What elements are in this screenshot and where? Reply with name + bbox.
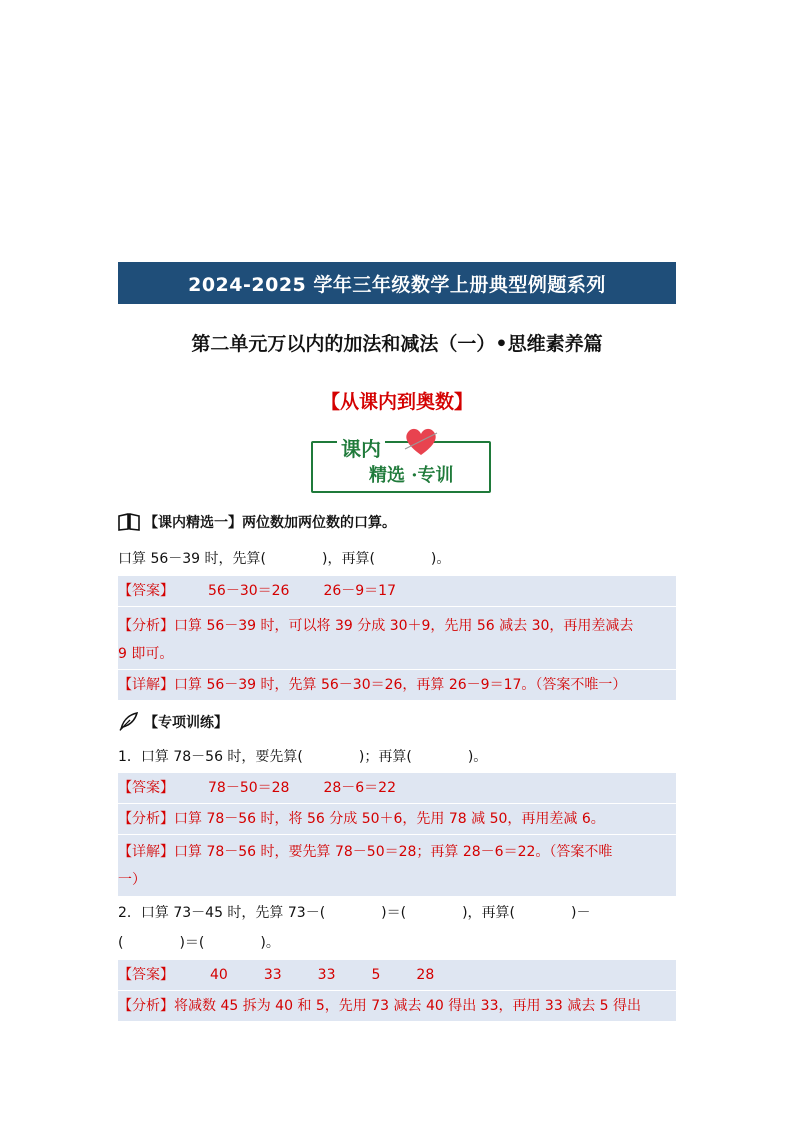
analysis-text: 将减数 45 拆为 40 和 5，先用 73 减去 40 得出 33，再用 33 减去 5 得出 [174,998,642,1014]
analysis-tag: 【分析】 [118,811,174,827]
answer-value: 5 [371,967,381,983]
section1-heading: 【课内精选一】两位数加两位数的口算。 [144,515,396,531]
answer-value: 28－6＝22 [323,780,396,796]
answer-tag: 【答案】 [118,967,174,983]
analysis-text-1: 口算 56－39 时，可以将 39 分成 30＋9，先用 56 减去 30，再用差减去 [174,618,634,634]
q1-detail-row [118,835,676,896]
answer-value: 33 [317,967,336,983]
detail-tag: 【详解】 [118,677,174,693]
q1-text: 1．口算 78－56 时，要先算( )；再算( )。 [118,749,488,765]
answer-value: 33 [263,967,282,983]
q2-analysis-row [118,991,676,1021]
logo-badge [303,425,491,493]
logo-text-1: 课内 [337,433,385,462]
logo-text-2: 精选 ·专训 [369,465,454,486]
q2-answer-row [118,960,676,990]
analysis-text: 口算 78－56 时，将 56 分成 50＋6，先用 78 减 50，再用差减 6。 [174,811,605,827]
section1-detail-row [118,670,676,700]
series-banner: 2024-2025 学年三年级数学上册典型例题系列 [118,262,676,304]
q2-text-2: ( )＝( )。 [118,935,280,951]
section2-heading: 【专项训练】 [144,715,228,731]
analysis-tag: 【分析】 [118,618,174,634]
answer-value: 28 [416,967,435,983]
answer-value: 40 [210,967,228,983]
detail-text-2: 一） [118,872,146,888]
quill-icon [118,711,140,731]
detail-text-1: 口算 78－56 时，要先算 78－50＝28；再算 28－6＝22。（答案不唯 [174,844,613,860]
analysis-text-2: 9 即可。 [118,646,174,662]
detail-tag: 【详解】 [118,844,174,860]
section1-answer-row [118,576,676,606]
analysis-tag: 【分析】 [118,998,174,1014]
book-icon [118,513,140,531]
section1-heading-row [118,513,676,533]
unit-title: 第二单元万以内的加法和减法（一）•思维素养篇 [191,333,603,355]
q1-answer-row [118,773,676,803]
detail-text: 口算 56－39 时，先算 56－30＝26，再算 26－9＝17。（答案不唯一） [174,677,627,693]
section-red-title: 【从课内到奥数】 [320,391,473,413]
q2-text-1: 2．口算 73－45 时，先算 73－( )＝( )，再算( )－ [118,905,591,921]
section1-analysis-row [118,607,676,669]
section1-question: 口算 56－39 时，先算( )，再算( )。 [118,551,451,567]
answer-value: 26－9＝17 [323,583,396,599]
answer-value: 56－30＝26 [208,583,290,599]
answer-value: 78－50＝28 [208,780,290,796]
q1-analysis-row [118,804,676,834]
answer-tag: 【答案】 [118,583,174,599]
section2-heading-row [118,711,676,733]
answer-tag: 【答案】 [118,780,174,796]
heart-icon [401,425,441,459]
